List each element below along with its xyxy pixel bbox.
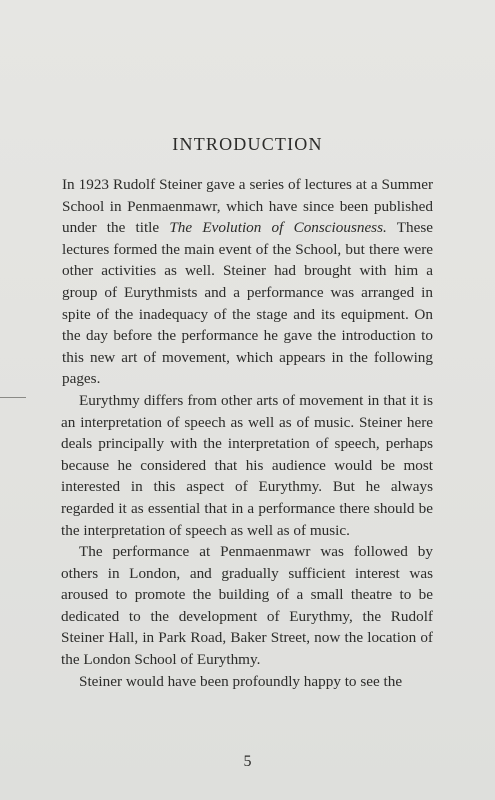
body-text: [61, 174, 433, 692]
chapter-heading: INTRODUCTION: [172, 134, 323, 154]
paragraph-4: Steiner would have been profoundly happy to see the: [79, 672, 403, 690]
paragraph-2: Eurythmy differs from other arts of movement in that it is an interpretation of speech as well as of music. Steiner here deals principally with the interpretation of speech, perhaps because he considered that his audience would be most interested in this aspect of Eurythmy. But he always regarded it as essential that in a performance there should be the interpretation of speech as well as of music.: [61, 391, 433, 539]
page-number: 5: [243, 753, 252, 770]
paragraph-1: [61, 174, 433, 390]
paragraph-3: The performance at Penmaenmawr was followed by others in London, and gradually sufficient interest was aroused to promote the building of a small theatre to be dedicated to the development of Eurythmy, the Rudolf Steiner Hall, in Park Road, Baker Street, now the location of the London School of Eurythmy.: [61, 543, 433, 669]
paragraph-1-text-a: In 1923 Rudolf Steiner gave a series of lectures at a Summer School in Penmaenmawr, which have since been published under the title: [62, 176, 433, 237]
book-title-italic: The Evolution of Consciousness.: [169, 219, 387, 237]
paragraph-1-text-b: These lectures formed the main event of the School, but there were other activities as well. Steiner had brought with him a group of Eurythmists and a performance was arranged in spite of the inadequacy of the stage and its equipment. On the day before the performance he gave the introduction to this new art of movement, which appears in the following pages.: [62, 219, 433, 388]
margin-mark: [0, 397, 26, 398]
